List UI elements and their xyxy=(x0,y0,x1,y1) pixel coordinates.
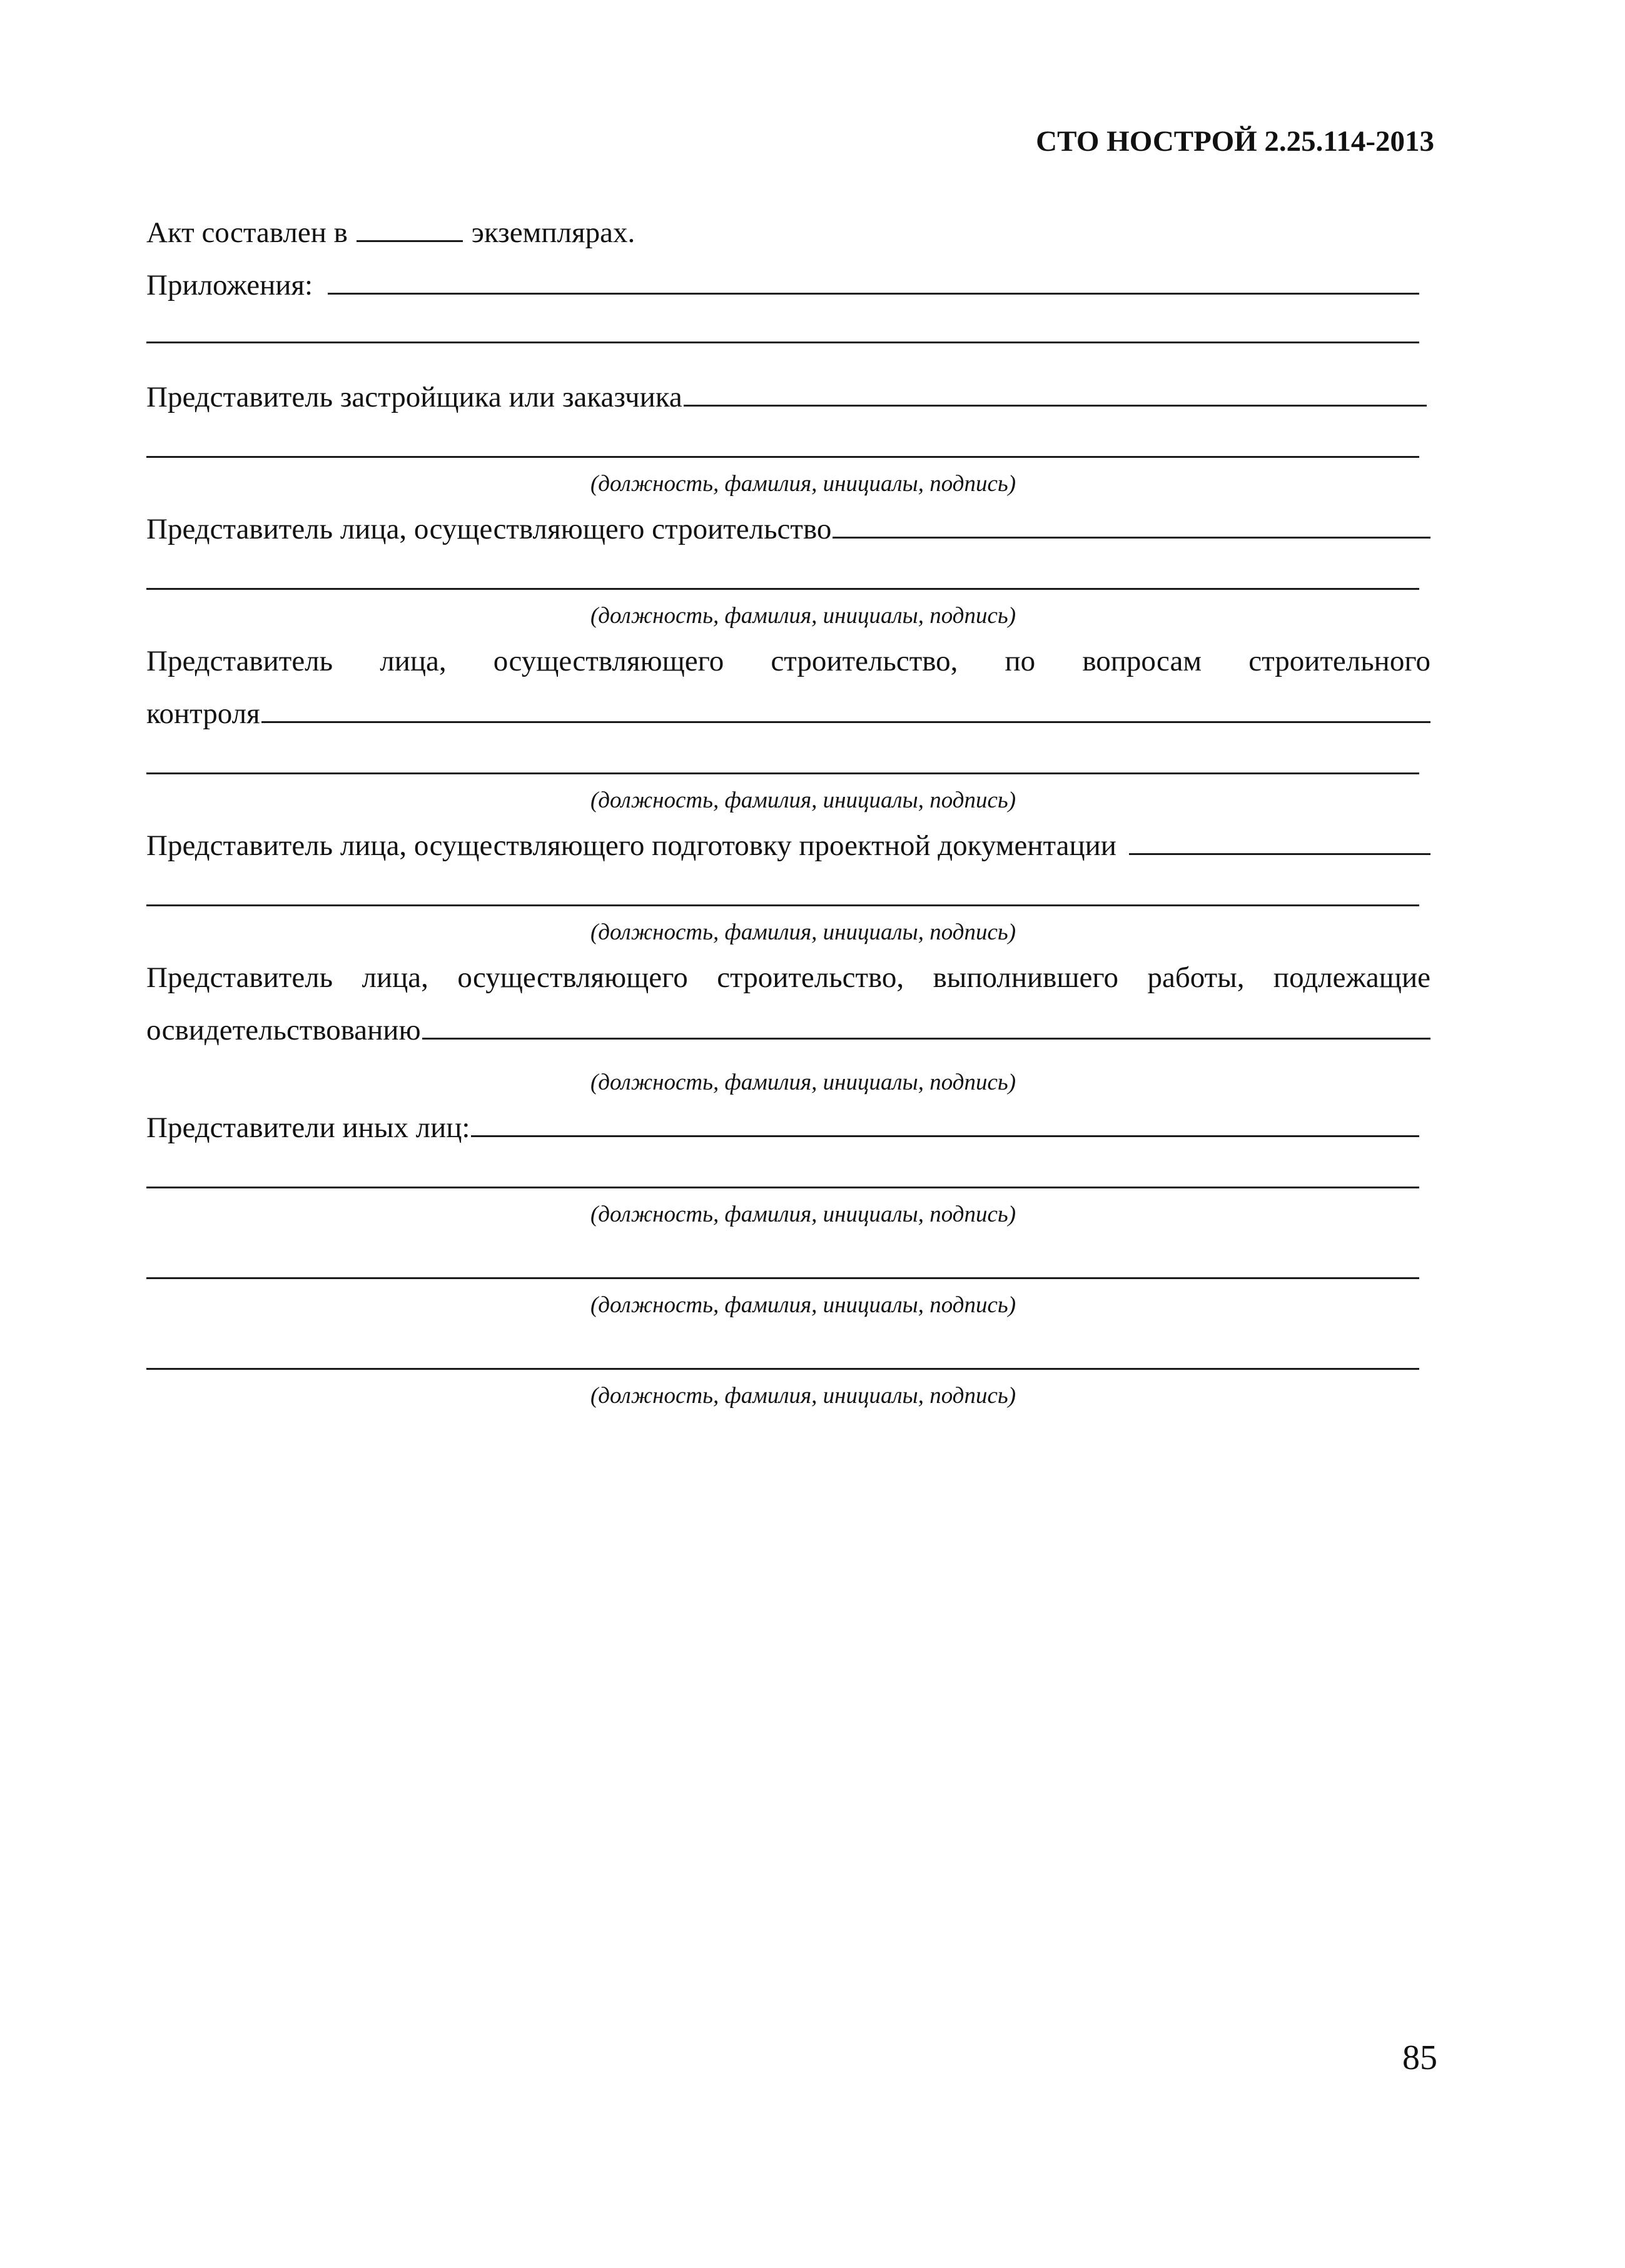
design-label: Представитель лица, осуществляющего подготовку проектной документации xyxy=(146,829,1116,862)
performer-word: осуществляющего xyxy=(457,961,688,994)
copies-suffix: экземплярах. xyxy=(471,216,635,249)
extra-signature-caption: (должность, фамилия, инициалы, подпись) xyxy=(590,1292,1016,1318)
others-label: Представители иных лиц: xyxy=(146,1111,470,1144)
design-field-continuation[interactable] xyxy=(146,869,1419,906)
control-field[interactable] xyxy=(261,697,1430,723)
copies-line xyxy=(146,206,1430,259)
performer-word: лица, xyxy=(362,961,428,994)
control-signature-caption: (должность, фамилия, инициалы, подпись) xyxy=(590,787,1016,813)
builder-signature-caption: (должность, фамилия, инициалы, подпись) xyxy=(590,603,1016,629)
appendix-label: Приложения: xyxy=(146,269,313,301)
performer-field[interactable] xyxy=(422,1014,1430,1040)
performer-word: строительство, xyxy=(717,961,904,994)
performer-word: подлежащие xyxy=(1273,961,1430,994)
performer-word: работы, xyxy=(1147,961,1245,994)
appendix-field-continuation[interactable] xyxy=(146,306,1419,343)
control-tail-label: контроля xyxy=(146,697,260,730)
control-word: по xyxy=(1005,645,1036,677)
act-form xyxy=(146,206,1430,1415)
document-code: СТО НОСТРОЙ 2.25.114-2013 xyxy=(1036,125,1434,158)
performer-signature-caption: (должность, фамилия, инициалы, подпись) xyxy=(590,1070,1016,1095)
performer-label-line xyxy=(146,951,1430,1004)
appendix-line xyxy=(146,259,1419,311)
builder-line xyxy=(146,503,1430,555)
builder-label: Представитель лица, осуществляющего строительство xyxy=(146,513,832,545)
control-word: лица, xyxy=(380,645,447,677)
extra-signature-caption: (должность, фамилия, инициалы, подпись) xyxy=(590,1383,1016,1409)
copies-prefix: Акт составлен в xyxy=(146,216,348,249)
performer-line xyxy=(146,1004,1430,1056)
control-word: Представитель xyxy=(146,645,333,677)
extra-signature-field[interactable] xyxy=(146,1233,1419,1279)
performer-tail-label: освидетельствованию xyxy=(146,1014,421,1046)
developer-signature-caption: (должность, фамилия, инициалы, подпись) xyxy=(590,471,1016,497)
design-field[interactable] xyxy=(1129,829,1430,855)
others-signature-caption: (должность, фамилия, инициалы, подпись) xyxy=(590,1202,1016,1227)
design-signature-caption: (должность, фамилия, инициалы, подпись) xyxy=(590,919,1016,945)
copies-count-field[interactable] xyxy=(357,216,463,242)
builder-field-continuation[interactable] xyxy=(146,553,1419,590)
control-field-continuation[interactable] xyxy=(146,737,1419,774)
performer-word: Представитель xyxy=(146,961,333,994)
control-word: строительного xyxy=(1248,645,1430,677)
others-field[interactable] xyxy=(471,1111,1419,1137)
others-field-continuation[interactable] xyxy=(146,1152,1419,1188)
developer-line xyxy=(146,371,1427,423)
control-word: вопросам xyxy=(1082,645,1202,677)
developer-field-continuation[interactable] xyxy=(146,421,1419,458)
appendix-field[interactable] xyxy=(328,269,1419,295)
design-line xyxy=(146,819,1430,872)
extra-signature-field[interactable] xyxy=(146,1324,1419,1370)
control-label-line xyxy=(146,635,1430,687)
developer-field[interactable] xyxy=(684,381,1427,407)
developer-label: Представитель застройщика или заказчика xyxy=(146,381,682,413)
control-line xyxy=(146,687,1430,740)
builder-field[interactable] xyxy=(833,513,1430,539)
control-word: осуществляющего xyxy=(493,645,724,677)
page-number: 85 xyxy=(1402,2038,1437,2077)
others-line xyxy=(146,1101,1419,1154)
control-word: строительство, xyxy=(771,645,958,677)
performer-word: выполнившего xyxy=(933,961,1119,994)
